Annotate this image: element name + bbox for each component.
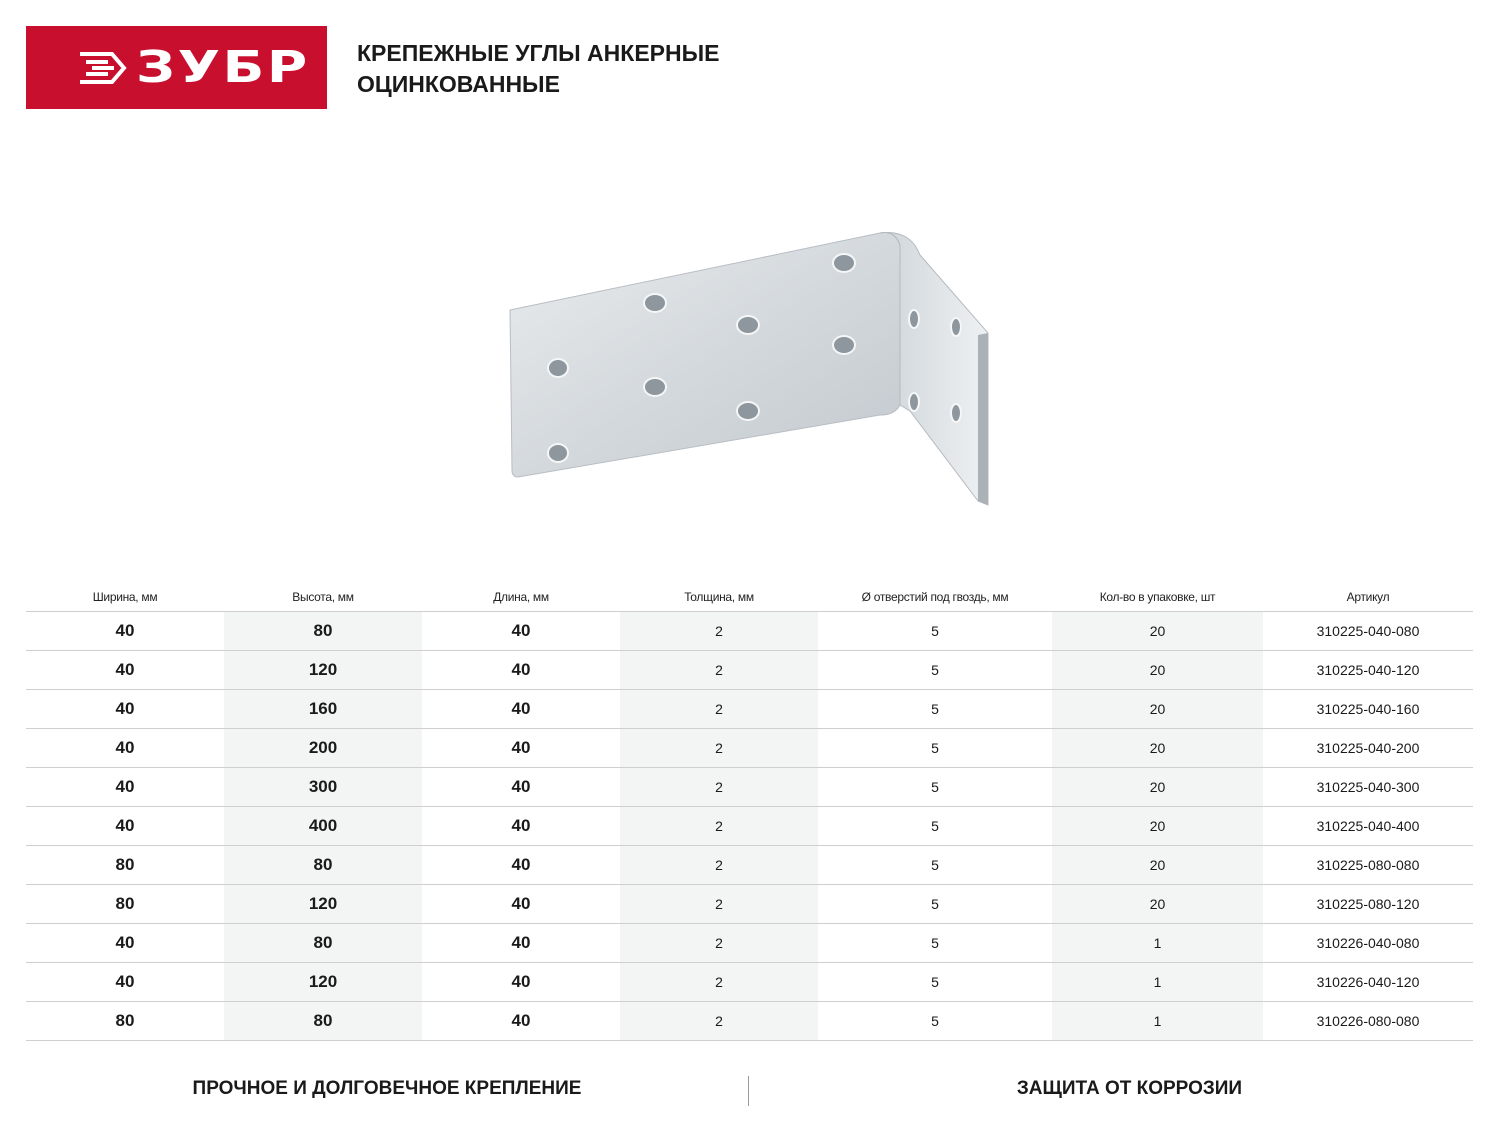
cell-hole-diameter: 5 (818, 963, 1052, 1002)
cell-length: 40 (422, 846, 620, 885)
cell-thickness: 2 (620, 807, 818, 846)
cell-pack-qty: 1 (1052, 1002, 1263, 1041)
cell-height: 80 (224, 612, 422, 651)
logo-text: ЗУБР (136, 42, 310, 93)
cell-thickness: 2 (620, 768, 818, 807)
table-header-row (26, 582, 1473, 612)
header-height: Высота, мм (224, 582, 422, 612)
header-thickness: Толщина, мм (620, 582, 818, 612)
cell-thickness: 2 (620, 885, 818, 924)
table-row (26, 846, 1473, 885)
cell-article: 310225-040-200 (1263, 729, 1473, 768)
page-title (357, 38, 857, 100)
cell-width: 40 (26, 807, 224, 846)
table-row (26, 651, 1473, 690)
angle-bracket-image (490, 215, 1010, 525)
cell-width: 40 (26, 729, 224, 768)
cell-hole-diameter: 5 (818, 729, 1052, 768)
cell-height: 80 (224, 846, 422, 885)
cell-length: 40 (422, 1002, 620, 1041)
cell-thickness: 2 (620, 690, 818, 729)
cell-width: 40 (26, 963, 224, 1002)
cell-article: 310226-080-080 (1263, 1002, 1473, 1041)
spec-table (26, 582, 1473, 1041)
cell-hole-diameter: 5 (818, 807, 1052, 846)
cell-hole-diameter: 5 (818, 612, 1052, 651)
cell-pack-qty: 20 (1052, 690, 1263, 729)
header-width: Ширина, мм (26, 582, 224, 612)
cell-article: 310225-040-160 (1263, 690, 1473, 729)
cell-height: 80 (224, 1002, 422, 1041)
cell-thickness: 2 (620, 651, 818, 690)
cell-length: 40 (422, 963, 620, 1002)
cell-article: 310225-040-300 (1263, 768, 1473, 807)
cell-hole-diameter: 5 (818, 846, 1052, 885)
cell-thickness: 2 (620, 846, 818, 885)
cell-height: 80 (224, 924, 422, 963)
cell-height: 400 (224, 807, 422, 846)
brand-logo (26, 26, 327, 109)
cell-article: 310225-080-120 (1263, 885, 1473, 924)
cell-height: 120 (224, 963, 422, 1002)
cell-height: 300 (224, 768, 422, 807)
cell-height: 200 (224, 729, 422, 768)
cell-length: 40 (422, 651, 620, 690)
cell-pack-qty: 20 (1052, 807, 1263, 846)
cell-pack-qty: 1 (1052, 963, 1263, 1002)
cell-width: 80 (26, 1002, 224, 1041)
cell-pack-qty: 20 (1052, 612, 1263, 651)
table-row (26, 885, 1473, 924)
cell-pack-qty: 20 (1052, 729, 1263, 768)
cell-length: 40 (422, 729, 620, 768)
cell-length: 40 (422, 612, 620, 651)
cell-hole-diameter: 5 (818, 768, 1052, 807)
cell-pack-qty: 20 (1052, 885, 1263, 924)
cell-hole-diameter: 5 (818, 651, 1052, 690)
cell-height: 120 (224, 651, 422, 690)
cell-article: 310226-040-080 (1263, 924, 1473, 963)
feature-corrosion: ЗАЩИТА ОТ КОРРОЗИИ (1016, 1078, 1243, 1099)
cell-pack-qty: 20 (1052, 846, 1263, 885)
table-row (26, 807, 1473, 846)
cell-hole-diameter: 5 (818, 924, 1052, 963)
cell-width: 40 (26, 924, 224, 963)
cell-width: 40 (26, 690, 224, 729)
cell-length: 40 (422, 690, 620, 729)
cell-article: 310225-040-120 (1263, 651, 1473, 690)
cell-width: 40 (26, 651, 224, 690)
cell-width: 80 (26, 846, 224, 885)
cell-height: 160 (224, 690, 422, 729)
cell-article: 310225-040-400 (1263, 807, 1473, 846)
feature-durable: ПРОЧНОЕ И ДОЛГОВЕЧНОЕ КРЕПЛЕНИЕ (192, 1078, 582, 1099)
title-line-1: КРЕПЕЖНЫЕ УГЛЫ АНКЕРНЫЕ (357, 40, 720, 66)
cell-pack-qty: 20 (1052, 651, 1263, 690)
table-row (26, 768, 1473, 807)
cell-article: 310226-040-120 (1263, 963, 1473, 1002)
header-pack-qty: Кол-во в упаковке, шт (1052, 582, 1263, 612)
cell-length: 40 (422, 924, 620, 963)
cell-pack-qty: 1 (1052, 924, 1263, 963)
header-length: Длина, мм (422, 582, 620, 612)
cell-hole-diameter: 5 (818, 885, 1052, 924)
cell-thickness: 2 (620, 924, 818, 963)
cell-hole-diameter: 5 (818, 690, 1052, 729)
cell-height: 120 (224, 885, 422, 924)
cell-thickness: 2 (620, 612, 818, 651)
cell-article: 310225-040-080 (1263, 612, 1473, 651)
cell-length: 40 (422, 807, 620, 846)
header-article: Артикул (1263, 582, 1473, 612)
speed-lines-icon (78, 48, 128, 88)
cell-article: 310225-080-080 (1263, 846, 1473, 885)
header-hole-diameter: Ø отверстий под гвоздь, мм (818, 582, 1052, 612)
cell-thickness: 2 (620, 729, 818, 768)
table-row (26, 612, 1473, 651)
cell-length: 40 (422, 885, 620, 924)
table-row (26, 924, 1473, 963)
cell-hole-diameter: 5 (818, 1002, 1052, 1041)
cell-width: 80 (26, 885, 224, 924)
cell-thickness: 2 (620, 1002, 818, 1041)
table-row (26, 690, 1473, 729)
cell-width: 40 (26, 768, 224, 807)
cell-length: 40 (422, 768, 620, 807)
table-row (26, 1002, 1473, 1041)
cell-thickness: 2 (620, 963, 818, 1002)
cell-pack-qty: 20 (1052, 768, 1263, 807)
feature-divider (748, 1076, 749, 1106)
title-line-2: ОЦИНКОВАННЫЕ (357, 71, 560, 97)
table-row (26, 963, 1473, 1002)
cell-width: 40 (26, 612, 224, 651)
table-row (26, 729, 1473, 768)
